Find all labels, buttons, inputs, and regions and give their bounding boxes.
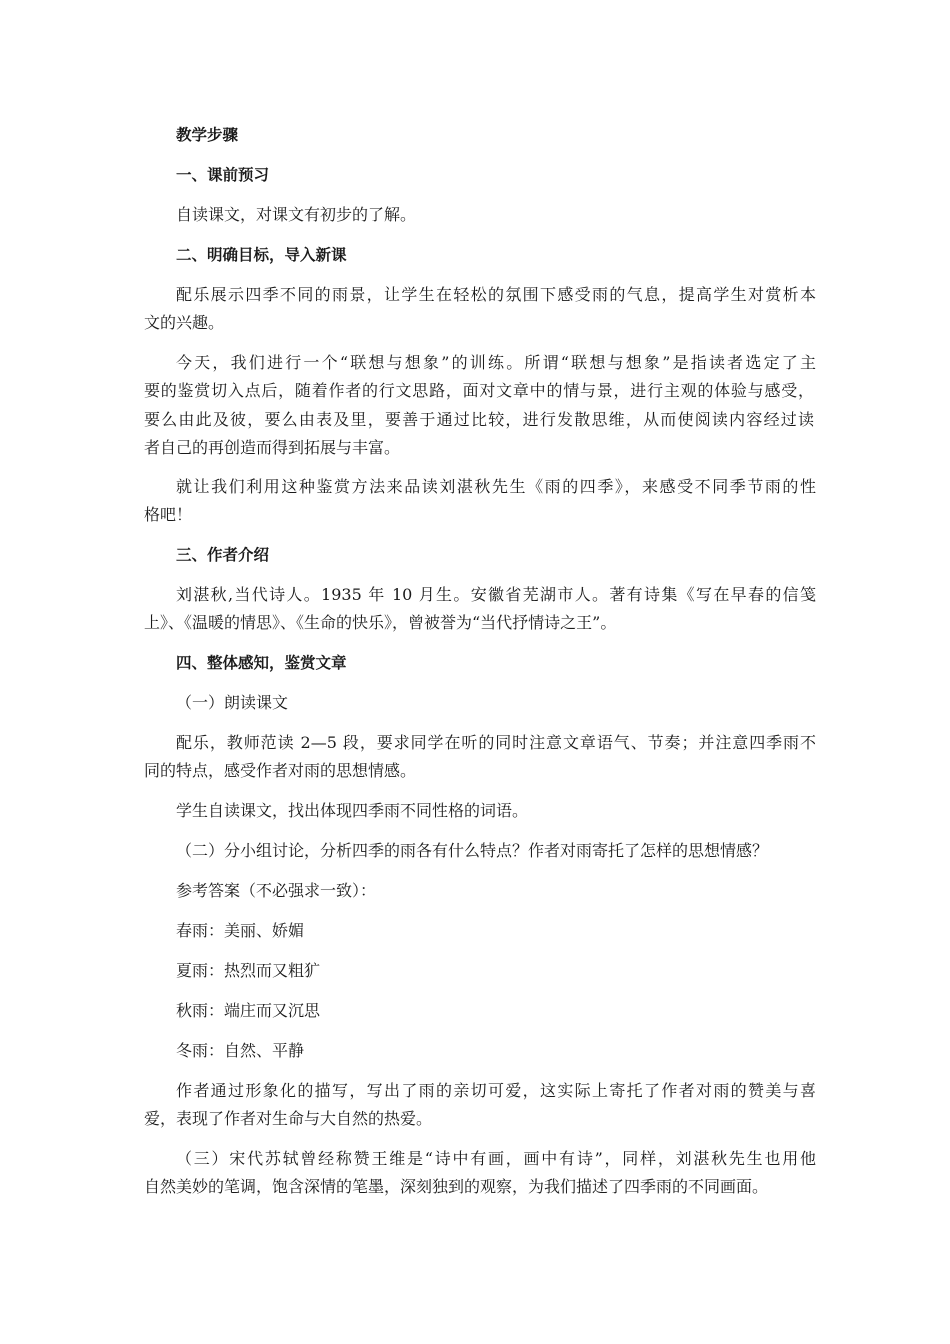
paragraph-line: 要么由此及彼，要么由表及里，要善于通过比较，进行发散思维，从而使阅读内容经过读 xyxy=(144,410,814,429)
paragraph: 学生自读课文，找出体现四季雨不同性格的词语。 xyxy=(176,801,529,820)
section-title-preview: 一、课前预习 xyxy=(176,166,270,184)
paragraph-line: 配乐，教师范读 2—5 段，要求同学在听的同时注意文章语气、节奏；并注意四季雨不 xyxy=(176,733,816,752)
paragraph-line: 者自己的再创造而得到拓展与丰富。 xyxy=(144,438,401,457)
paragraph-line: 配乐展示四季不同的雨景，让学生在轻松的氛围下感受雨的气息，提高学生对赏析本 xyxy=(176,285,816,304)
paragraph-line: 爱，表现了作者对生命与大自然的热爱。 xyxy=(144,1109,433,1128)
list-item: 春雨：美丽、娇媚 xyxy=(176,921,305,940)
section-title-overview: 四、整体感知，鉴赏文章 xyxy=(176,654,347,672)
paragraph: 自读课文，对课文有初步的了解。 xyxy=(176,205,417,224)
section-title-goals: 二、明确目标，导入新课 xyxy=(176,246,347,264)
list-item: 冬雨：自然、平静 xyxy=(176,1041,305,1060)
paragraph-line: 格吧！ xyxy=(144,505,193,524)
paragraph-line: 作者通过形象化的描写，写出了雨的亲切可爱，这实际上寄托了作者对雨的赞美与喜 xyxy=(176,1081,816,1100)
paragraph-line: 今天，我们进行一个“联想与想象”的训练。所谓“联想与想象”是指读者选定了主 xyxy=(176,353,816,372)
reference-answer-label: 参考答案（不必强求一致）： xyxy=(176,881,377,900)
subsection-title: （三）宋代苏轼曾经称赞王维是“诗中有画，画中有诗”，同样，刘湛秋先生也用他 xyxy=(176,1149,816,1168)
paragraph-line: 上》、《温暖的情思》、《生命的快乐》，曾被誉为“当代抒情诗之王”。 xyxy=(144,613,617,632)
list-item: 秋雨：端庄而又沉思 xyxy=(176,1001,321,1020)
paragraph-line: 自然美妙的笔调，饱含深情的笔墨，深刻独到的观察，为我们描述了四季雨的不同画面。 xyxy=(144,1177,769,1196)
paragraph-line: 就让我们利用这种鉴赏方法来品读刘湛秋先生《雨的四季》，来感受不同季节雨的性 xyxy=(176,477,816,496)
list-item: 夏雨：热烈而又粗犷 xyxy=(176,961,321,980)
paragraph-line: 同的特点，感受作者对雨的思想情感。 xyxy=(144,761,417,780)
paragraph-line: 要的鉴赏切入点后，随着作者的行文思路，面对文章中的情与景，进行主观的体验与感受， xyxy=(144,381,814,400)
subsection-title: （一）朗读课文 xyxy=(176,693,289,712)
paragraph-line: 刘湛秋,当代诗人。1935 年 10 月生。安徽省芜湖市人。著有诗集《写在早春的信笺 xyxy=(176,585,816,604)
main-heading: 教学步骤 xyxy=(176,126,239,144)
section-title-author: 三、作者介绍 xyxy=(176,546,270,564)
subsection-title: （二）分小组讨论，分析四季的雨各有什么特点？作者对雨寄托了怎样的思想情感？ xyxy=(176,841,769,860)
paragraph-line: 文的兴趣。 xyxy=(144,313,225,332)
